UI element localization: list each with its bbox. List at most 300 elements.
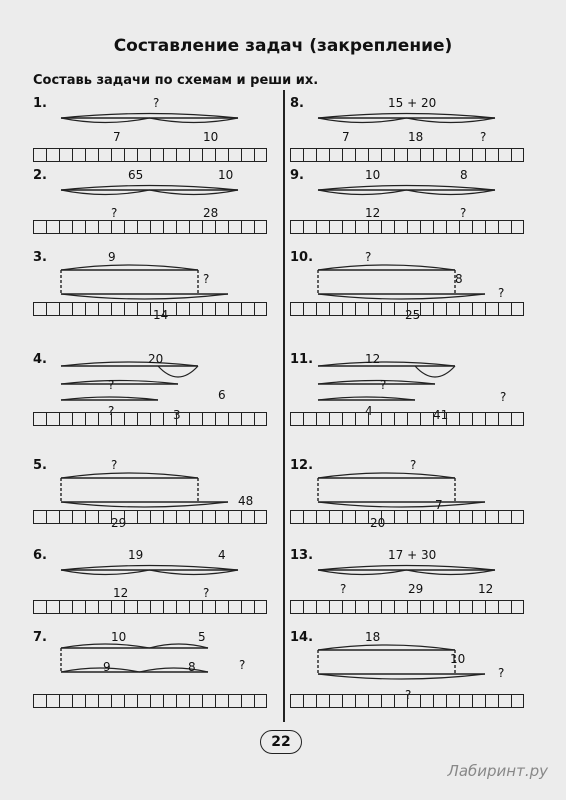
answer-cell[interactable]: [472, 412, 485, 426]
answer-cell[interactable]: [254, 600, 267, 614]
answer-cell[interactable]: [407, 148, 420, 162]
answer-cells[interactable]: [290, 600, 524, 614]
answer-cell[interactable]: [498, 600, 511, 614]
answer-cell[interactable]: [511, 148, 524, 162]
answer-cell[interactable]: [189, 220, 202, 234]
answer-cell[interactable]: [46, 510, 59, 524]
answer-cell[interactable]: [189, 694, 202, 708]
answer-cell[interactable]: [459, 220, 472, 234]
answer-cell[interactable]: [176, 510, 189, 524]
answer-cell[interactable]: [228, 148, 241, 162]
answer-cell[interactable]: [485, 510, 498, 524]
answer-cell[interactable]: [215, 694, 228, 708]
answer-cell[interactable]: [420, 148, 433, 162]
answer-cell[interactable]: [472, 600, 485, 614]
answer-cell[interactable]: [46, 600, 59, 614]
answer-cell[interactable]: [137, 694, 150, 708]
answer-cell[interactable]: [394, 600, 407, 614]
scheme-label: ?: [480, 130, 487, 144]
answer-cell[interactable]: [111, 600, 124, 614]
answer-cell[interactable]: [59, 220, 72, 234]
answer-cells[interactable]: [33, 510, 267, 524]
answer-cell[interactable]: [228, 600, 241, 614]
answer-cell[interactable]: [241, 600, 254, 614]
answer-cell[interactable]: [59, 412, 72, 426]
answer-cell[interactable]: [137, 510, 150, 524]
answer-cell[interactable]: [485, 600, 498, 614]
answer-cell[interactable]: [85, 510, 98, 524]
answer-cell[interactable]: [163, 412, 176, 426]
answer-cell[interactable]: [342, 148, 355, 162]
answer-cells[interactable]: [33, 412, 267, 426]
scheme-diagram: [33, 168, 275, 228]
answer-cell[interactable]: [228, 412, 241, 426]
answer-cell[interactable]: [176, 694, 189, 708]
answer-cell[interactable]: [459, 510, 472, 524]
scheme-label: ?: [365, 250, 372, 264]
answer-cell[interactable]: [459, 302, 472, 316]
answer-cell[interactable]: [381, 412, 394, 426]
answer-cell[interactable]: [303, 694, 316, 708]
answer-cell[interactable]: [150, 412, 163, 426]
scheme-label: 12: [478, 582, 494, 596]
answer-cell[interactable]: [511, 600, 524, 614]
answer-cell[interactable]: [342, 412, 355, 426]
answer-cell[interactable]: [189, 302, 202, 316]
answer-cell[interactable]: [176, 412, 189, 426]
answer-cell[interactable]: [137, 220, 150, 234]
answer-cell[interactable]: [303, 600, 316, 614]
answer-cell[interactable]: [72, 412, 85, 426]
answer-cell[interactable]: [33, 600, 46, 614]
answer-cell[interactable]: [498, 412, 511, 426]
answer-cell[interactable]: [472, 510, 485, 524]
answer-cell[interactable]: [33, 412, 46, 426]
answer-cell[interactable]: [394, 510, 407, 524]
answer-cell[interactable]: [446, 148, 459, 162]
answer-cells[interactable]: [290, 302, 524, 316]
answer-cell[interactable]: [420, 302, 433, 316]
answer-cells[interactable]: [290, 220, 524, 234]
answer-cell[interactable]: [433, 220, 446, 234]
answer-cell[interactable]: [59, 148, 72, 162]
answer-cell[interactable]: [355, 412, 368, 426]
answer-cell[interactable]: [459, 148, 472, 162]
answer-cell[interactable]: [446, 302, 459, 316]
answer-cell[interactable]: [472, 148, 485, 162]
scheme-label: 6: [218, 388, 226, 402]
scheme-label: 20: [370, 516, 386, 530]
answer-cell[interactable]: [394, 694, 407, 708]
answer-cell[interactable]: [498, 220, 511, 234]
answer-cell[interactable]: [254, 148, 267, 162]
answer-cell[interactable]: [329, 220, 342, 234]
answer-cell[interactable]: [485, 694, 498, 708]
answer-cell[interactable]: [342, 302, 355, 316]
answer-cell[interactable]: [394, 412, 407, 426]
answer-cell[interactable]: [46, 412, 59, 426]
answer-cell[interactable]: [316, 148, 329, 162]
answer-cell[interactable]: [316, 694, 329, 708]
answer-cell[interactable]: [303, 148, 316, 162]
scheme-label: 20: [148, 352, 164, 366]
problem-4: [33, 352, 275, 422]
answer-cell[interactable]: [316, 220, 329, 234]
answer-cell[interactable]: [46, 302, 59, 316]
problem-number: 6.: [33, 548, 47, 563]
answer-cell[interactable]: [228, 510, 241, 524]
answer-cell[interactable]: [163, 600, 176, 614]
answer-cell[interactable]: [241, 510, 254, 524]
answer-cell[interactable]: [98, 510, 111, 524]
scheme-diagram: [290, 250, 532, 310]
answer-cell[interactable]: [485, 148, 498, 162]
answer-cell[interactable]: [355, 302, 368, 316]
answer-cell[interactable]: [163, 148, 176, 162]
scheme-diagram: [290, 630, 532, 690]
answer-cell[interactable]: [176, 220, 189, 234]
answer-cells[interactable]: [290, 412, 524, 426]
answer-cell[interactable]: [215, 148, 228, 162]
problem-number: 9.: [290, 168, 304, 183]
answer-cell[interactable]: [137, 148, 150, 162]
answer-cell[interactable]: [98, 148, 111, 162]
answer-cell[interactable]: [290, 694, 303, 708]
answer-cell[interactable]: [241, 412, 254, 426]
answer-cell[interactable]: [241, 694, 254, 708]
scheme-label: 7: [435, 498, 443, 512]
answer-cell[interactable]: [150, 510, 163, 524]
answer-cell[interactable]: [254, 412, 267, 426]
answer-cell[interactable]: [407, 412, 420, 426]
answer-cell[interactable]: [381, 220, 394, 234]
problem-number: 10.: [290, 250, 314, 265]
answer-cell[interactable]: [163, 694, 176, 708]
answer-cell[interactable]: [355, 694, 368, 708]
answer-cell[interactable]: [329, 600, 342, 614]
answer-cell[interactable]: [433, 510, 446, 524]
answer-cell[interactable]: [316, 412, 329, 426]
answer-cell[interactable]: [381, 148, 394, 162]
answer-cell[interactable]: [111, 694, 124, 708]
answer-cell[interactable]: [290, 302, 303, 316]
answer-cell[interactable]: [85, 220, 98, 234]
answer-cell[interactable]: [407, 600, 420, 614]
answer-cell[interactable]: [254, 220, 267, 234]
answer-cell[interactable]: [46, 694, 59, 708]
scheme-label: 9: [108, 250, 116, 264]
answer-cells[interactable]: [33, 302, 267, 316]
answer-cell[interactable]: [59, 510, 72, 524]
answer-cell[interactable]: [137, 302, 150, 316]
answer-cell[interactable]: [290, 148, 303, 162]
answer-cell[interactable]: [202, 510, 215, 524]
answer-cell[interactable]: [433, 412, 446, 426]
answer-cell[interactable]: [176, 148, 189, 162]
answer-cell[interactable]: [459, 412, 472, 426]
answer-cell[interactable]: [98, 302, 111, 316]
answer-cell[interactable]: [189, 148, 202, 162]
answer-cell[interactable]: [72, 694, 85, 708]
answer-cell[interactable]: [485, 220, 498, 234]
scheme-label: 12: [113, 586, 129, 600]
answer-cell[interactable]: [342, 220, 355, 234]
answer-cell[interactable]: [381, 600, 394, 614]
scheme-label: ?: [460, 206, 467, 220]
answer-cell[interactable]: [355, 220, 368, 234]
answer-cell[interactable]: [303, 510, 316, 524]
answer-cell[interactable]: [215, 510, 228, 524]
answer-cell[interactable]: [420, 220, 433, 234]
problem-number: 5.: [33, 458, 47, 473]
answer-cell[interactable]: [72, 148, 85, 162]
answer-cell[interactable]: [329, 302, 342, 316]
problem-7: [33, 630, 275, 700]
answer-cell[interactable]: [472, 694, 485, 708]
answer-cell[interactable]: [59, 302, 72, 316]
answer-cell[interactable]: [215, 220, 228, 234]
problem-14: [290, 630, 532, 700]
answer-cell[interactable]: [202, 412, 215, 426]
answer-cell[interactable]: [111, 220, 124, 234]
answer-cell[interactable]: [72, 600, 85, 614]
answer-cell[interactable]: [241, 220, 254, 234]
answer-cell[interactable]: [433, 148, 446, 162]
answer-cell[interactable]: [446, 412, 459, 426]
instructions: Составь задачи по схемам и реши их.: [33, 73, 319, 88]
scheme-label: 4: [365, 404, 373, 418]
answer-cell[interactable]: [254, 510, 267, 524]
answer-cell[interactable]: [394, 220, 407, 234]
answer-cell[interactable]: [498, 148, 511, 162]
answer-cell[interactable]: [124, 600, 137, 614]
answer-cell[interactable]: [498, 302, 511, 316]
answer-cells[interactable]: [290, 148, 524, 162]
scheme-label: ?: [203, 272, 210, 286]
answer-cell[interactable]: [420, 600, 433, 614]
answer-cell[interactable]: [150, 220, 163, 234]
answer-cell[interactable]: [316, 510, 329, 524]
answer-cell[interactable]: [381, 694, 394, 708]
answer-cell[interactable]: [46, 148, 59, 162]
answer-cell[interactable]: [111, 302, 124, 316]
answer-cell[interactable]: [254, 694, 267, 708]
answer-cell[interactable]: [290, 600, 303, 614]
answer-cell[interactable]: [72, 220, 85, 234]
answer-cell[interactable]: [33, 694, 46, 708]
answer-cell[interactable]: [511, 694, 524, 708]
answer-cell[interactable]: [368, 694, 381, 708]
answer-cell[interactable]: [215, 600, 228, 614]
answer-cell[interactable]: [124, 302, 137, 316]
answer-cell[interactable]: [485, 302, 498, 316]
answer-cell[interactable]: [472, 220, 485, 234]
answer-cell[interactable]: [150, 148, 163, 162]
answer-cell[interactable]: [111, 510, 124, 524]
answer-cell[interactable]: [368, 148, 381, 162]
answer-cell[interactable]: [433, 694, 446, 708]
answer-cell[interactable]: [72, 510, 85, 524]
answer-cell[interactable]: [72, 302, 85, 316]
answer-cell[interactable]: [85, 694, 98, 708]
answer-cell[interactable]: [290, 510, 303, 524]
answer-cell[interactable]: [368, 302, 381, 316]
answer-cell[interactable]: [254, 302, 267, 316]
answer-cells[interactable]: [290, 510, 524, 524]
answer-cell[interactable]: [124, 148, 137, 162]
answer-cell[interactable]: [215, 412, 228, 426]
answer-cells[interactable]: [33, 694, 267, 708]
answer-cell[interactable]: [202, 694, 215, 708]
answer-cell[interactable]: [511, 412, 524, 426]
answer-cell[interactable]: [459, 600, 472, 614]
answer-cells[interactable]: [33, 600, 267, 614]
answer-cell[interactable]: [189, 412, 202, 426]
answer-cell[interactable]: [329, 148, 342, 162]
answer-cell[interactable]: [163, 220, 176, 234]
answer-cell[interactable]: [202, 148, 215, 162]
scheme-label: 28: [203, 206, 219, 220]
answer-cell[interactable]: [407, 694, 420, 708]
answer-cell[interactable]: [163, 510, 176, 524]
answer-cell[interactable]: [368, 412, 381, 426]
answer-cells[interactable]: [290, 694, 524, 708]
answer-cell[interactable]: [33, 302, 46, 316]
answer-cell[interactable]: [342, 600, 355, 614]
answer-cell[interactable]: [329, 510, 342, 524]
answer-cell[interactable]: [303, 220, 316, 234]
answer-cell[interactable]: [485, 412, 498, 426]
answer-cells[interactable]: [33, 148, 267, 162]
scheme-label: 19: [128, 548, 144, 562]
answer-cell[interactable]: [498, 694, 511, 708]
answer-cell[interactable]: [407, 220, 420, 234]
answer-cell[interactable]: [85, 412, 98, 426]
answer-cell[interactable]: [228, 694, 241, 708]
answer-cell[interactable]: [511, 510, 524, 524]
answer-cell[interactable]: [342, 694, 355, 708]
answer-cell[interactable]: [137, 600, 150, 614]
answer-cell[interactable]: [150, 694, 163, 708]
answer-cell[interactable]: [459, 694, 472, 708]
answer-cell[interactable]: [59, 694, 72, 708]
answer-cell[interactable]: [241, 148, 254, 162]
answer-cell[interactable]: [290, 220, 303, 234]
answer-cell[interactable]: [33, 510, 46, 524]
answer-cell[interactable]: [85, 600, 98, 614]
answer-cell[interactable]: [329, 412, 342, 426]
answer-cell[interactable]: [446, 600, 459, 614]
answer-cell[interactable]: [355, 148, 368, 162]
answer-cell[interactable]: [137, 412, 150, 426]
answer-cell[interactable]: [33, 220, 46, 234]
answer-cell[interactable]: [368, 510, 381, 524]
answer-cell[interactable]: [303, 412, 316, 426]
answer-cell[interactable]: [228, 302, 241, 316]
answer-cell[interactable]: [329, 694, 342, 708]
answer-cell[interactable]: [381, 302, 394, 316]
answer-cell[interactable]: [124, 694, 137, 708]
answer-cell[interactable]: [202, 600, 215, 614]
answer-cell[interactable]: [433, 600, 446, 614]
answer-cell[interactable]: [202, 302, 215, 316]
answer-cell[interactable]: [124, 412, 137, 426]
answer-cell[interactable]: [59, 600, 72, 614]
answer-cell[interactable]: [98, 220, 111, 234]
answer-cell[interactable]: [98, 694, 111, 708]
answer-cell[interactable]: [368, 600, 381, 614]
answer-cell[interactable]: [433, 302, 446, 316]
answer-cell[interactable]: [228, 220, 241, 234]
answer-cell[interactable]: [111, 412, 124, 426]
answer-cell[interactable]: [381, 510, 394, 524]
scheme-label: 14: [153, 308, 169, 322]
answer-cell[interactable]: [111, 148, 124, 162]
problem-12: [290, 458, 532, 528]
answer-cell[interactable]: [124, 510, 137, 524]
answer-cell[interactable]: [85, 302, 98, 316]
answer-cell[interactable]: [202, 220, 215, 234]
scheme-label: 18: [365, 630, 381, 644]
answer-cell[interactable]: [446, 510, 459, 524]
answer-cell[interactable]: [290, 412, 303, 426]
scheme-label: ?: [239, 658, 246, 672]
answer-cell[interactable]: [176, 302, 189, 316]
answer-cell[interactable]: [511, 302, 524, 316]
answer-cell[interactable]: [176, 600, 189, 614]
answer-cell[interactable]: [189, 510, 202, 524]
answer-cell[interactable]: [98, 600, 111, 614]
answer-cell[interactable]: [303, 302, 316, 316]
answer-cell[interactable]: [342, 510, 355, 524]
answer-cell[interactable]: [46, 220, 59, 234]
answer-cell[interactable]: [98, 412, 111, 426]
answer-cells[interactable]: [33, 220, 267, 234]
answer-cell[interactable]: [124, 220, 137, 234]
answer-cell[interactable]: [150, 600, 163, 614]
scheme-label: 10: [365, 168, 381, 182]
answer-cell[interactable]: [407, 302, 420, 316]
answer-cell[interactable]: [446, 220, 459, 234]
answer-cell[interactable]: [446, 694, 459, 708]
answer-cell[interactable]: [420, 412, 433, 426]
answer-cell[interactable]: [33, 148, 46, 162]
answer-cell[interactable]: [355, 600, 368, 614]
answer-cell[interactable]: [355, 510, 368, 524]
answer-cell[interactable]: [163, 302, 176, 316]
answer-cell[interactable]: [189, 600, 202, 614]
answer-cell[interactable]: [150, 302, 163, 316]
answer-cell[interactable]: [85, 148, 98, 162]
answer-cell[interactable]: [420, 510, 433, 524]
answer-cell[interactable]: [241, 302, 254, 316]
answer-cell[interactable]: [472, 302, 485, 316]
scheme-label: 15 + 20: [388, 96, 437, 110]
answer-cell[interactable]: [215, 302, 228, 316]
answer-cell[interactable]: [420, 694, 433, 708]
answer-cell[interactable]: [316, 600, 329, 614]
problem-9: [290, 168, 532, 238]
problem-number: 1.: [33, 96, 47, 111]
scheme-label: 9: [103, 660, 111, 674]
answer-cell[interactable]: [368, 220, 381, 234]
answer-cell[interactable]: [394, 302, 407, 316]
answer-cell[interactable]: [511, 220, 524, 234]
answer-cell[interactable]: [407, 510, 420, 524]
answer-cell[interactable]: [498, 510, 511, 524]
answer-cell[interactable]: [394, 148, 407, 162]
answer-cell[interactable]: [316, 302, 329, 316]
